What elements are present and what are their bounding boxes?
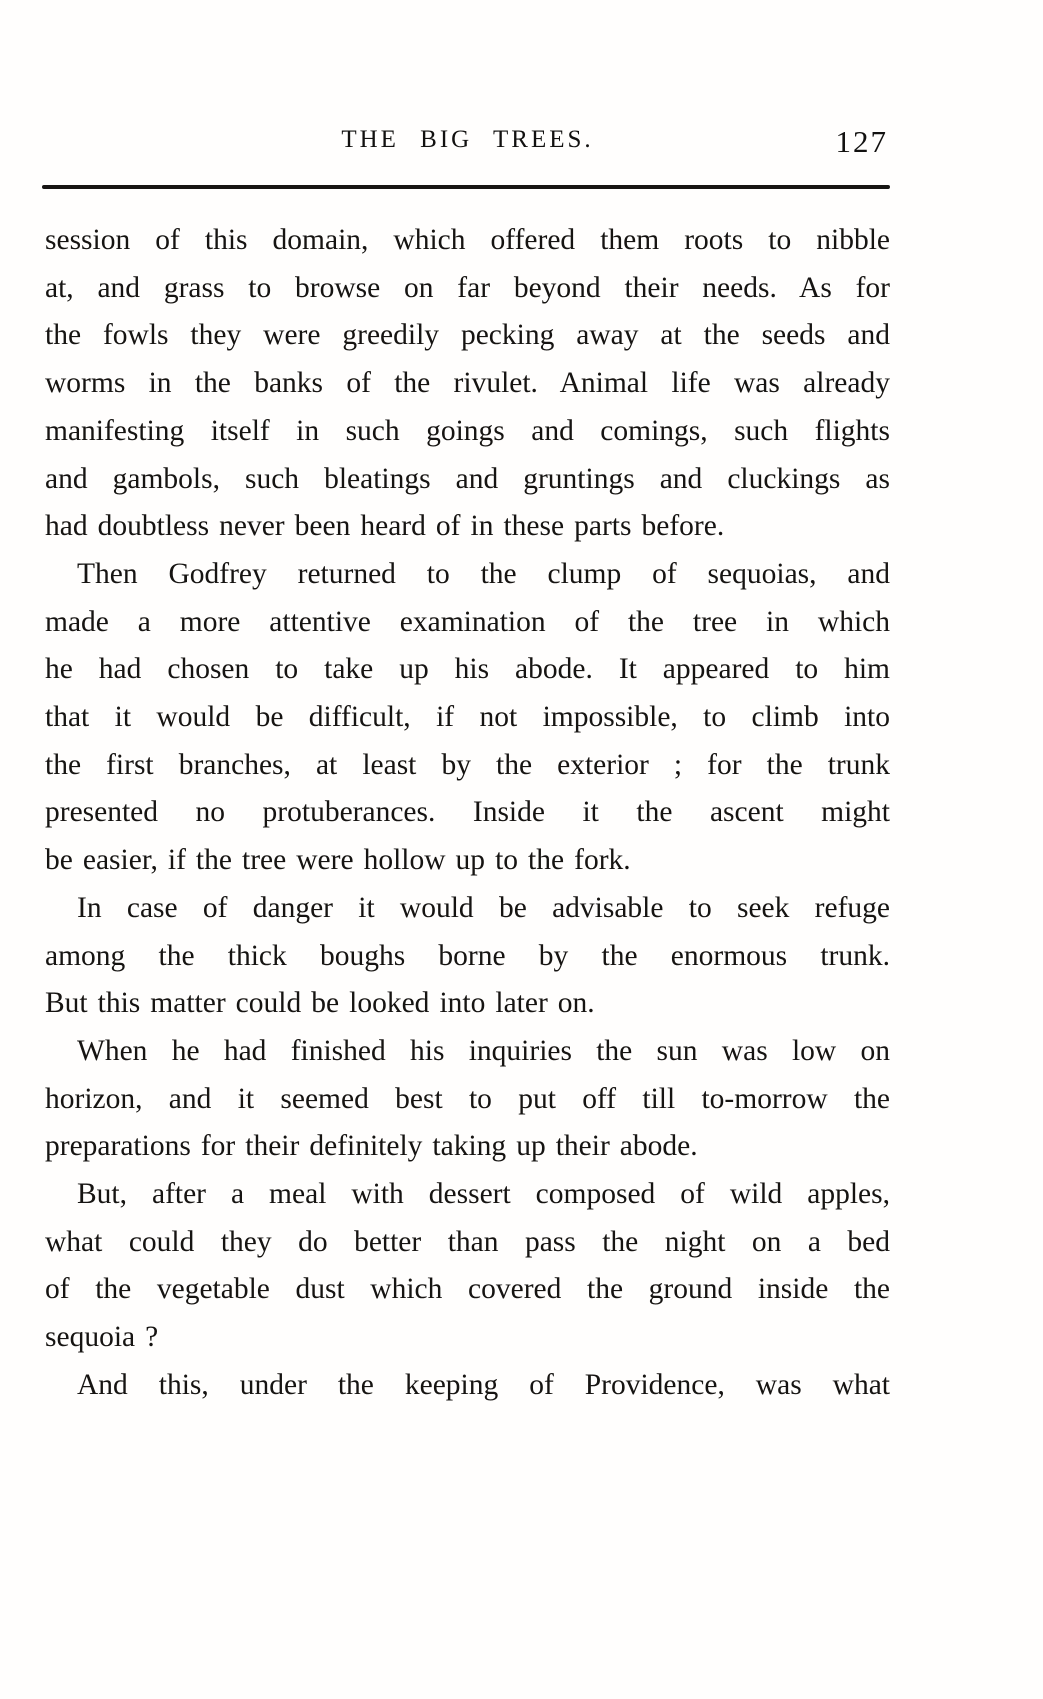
text-line: manifesting itself in such goings and comings, such flights bbox=[45, 414, 890, 447]
paragraph bbox=[45, 551, 890, 885]
text-line: But this matter could be looked into later on. bbox=[45, 987, 595, 1020]
text-line: preparations for their definitely taking up their abode. bbox=[45, 1130, 698, 1163]
text-line: that it would be difficult, if not impossible, to climb into bbox=[45, 701, 890, 734]
text-line: and gambols, such bleatings and gruntings and cluckings as bbox=[45, 462, 890, 495]
text-line: he had chosen to take up his abode. It appeared to him bbox=[45, 653, 890, 686]
text-line: among the thick boughs borne by the enormous trunk. bbox=[45, 939, 890, 972]
paragraph bbox=[45, 1362, 890, 1410]
text-line: presented no protuberances. Inside it the ascent might bbox=[45, 796, 890, 829]
text-line: And this, under the keeping of Providence, was what bbox=[77, 1368, 890, 1401]
text-line: session of this domain, which offered them roots to nibble bbox=[45, 224, 890, 256]
paragraph bbox=[45, 1171, 890, 1362]
paragraph bbox=[45, 1028, 890, 1171]
page-header bbox=[45, 126, 890, 166]
text-line: But, after a meal with dessert composed of wild apples, bbox=[77, 1178, 890, 1211]
text-line: made a more attentive examination of the tree in which bbox=[45, 605, 890, 638]
text-line: Then Godfrey returned to the clump of sequoias, and bbox=[77, 557, 890, 590]
paragraph bbox=[45, 885, 890, 1028]
text-line: worms in the banks of the rivulet. Animal life was already bbox=[45, 367, 890, 400]
text-line: what could they do better than pass the night on a bed bbox=[45, 1225, 890, 1258]
page-number: 127 bbox=[835, 124, 888, 159]
text-line: sequoia ? bbox=[45, 1321, 159, 1354]
text-line: of the vegetable dust which covered the ground inside the bbox=[45, 1273, 890, 1306]
text-line: horizon, and it seemed best to put off till to-morrow the bbox=[45, 1082, 890, 1115]
paragraph bbox=[45, 217, 890, 551]
running-title: THE BIG TREES. bbox=[341, 126, 594, 153]
text-line: had doubtless never been heard of in these parts before. bbox=[45, 510, 725, 543]
text-line: the first branches, at least by the exterior ; for the trunk bbox=[45, 748, 890, 781]
text-line: When he had finished his inquiries the sun was low on bbox=[77, 1034, 890, 1067]
page-body bbox=[45, 217, 890, 1410]
text-line: the fowls they were greedily pecking away at the seeds and bbox=[45, 319, 890, 352]
divider-rule bbox=[42, 185, 890, 189]
text-line: at, and grass to browse on far beyond their needs. As for bbox=[45, 271, 890, 304]
text-line: In case of danger it would be advisable to seek refuge bbox=[77, 891, 890, 924]
text-line: be easier, if the tree were hollow up to the fork. bbox=[45, 844, 631, 877]
